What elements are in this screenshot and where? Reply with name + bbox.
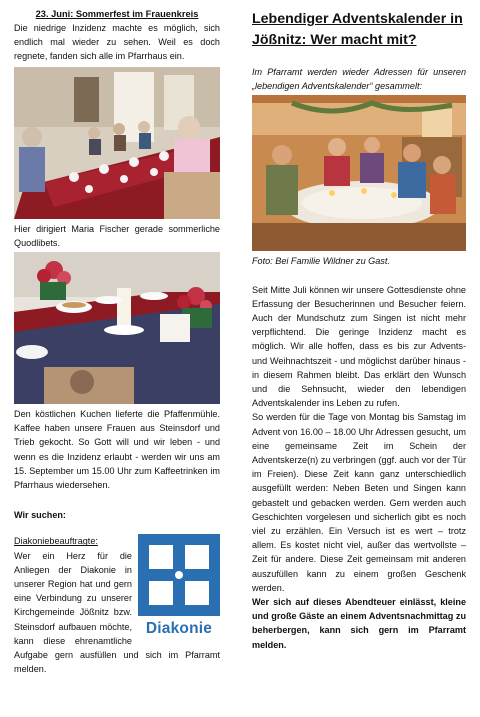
diakonie-logo [138,534,220,640]
diakonie-cross-icon [138,534,220,616]
wanted-text: Wer ein Herz für die Anliegen der Diakonie in unserer Region hat und gern eine Verbindung zu unserer Kirchgemeinde Jößnitz bzw. Steinsdorf aufbauen möchte, kann diese ehrenamtliche Aufgabe gern ausfüllen und sich im Pfarramt melden. [14,550,220,675]
advent-paragraph-1: Seit Mitte Juli können wir unsere Gottesdienste ohne Erfassung der Besucherinnen und Besucher feiern. Auch der Mundschutz zum Singen ist nicht mehr verpflichtend. Die geringe Inzidenz macht es möglich. Wir alle hoffen, dass es bis zur Advents- und Weihnachtszeit - und möglichst darüber hinaus - in diesem Rahmen bleibt. Das erklärt den Wunsch und die Sehnsucht, wieder den lebendigen Adventskalender ins Leben zu rufen. [252,284,466,409]
sommerfest-heading: 23. Juni: Sommerfest im Frauenkreis [35,9,199,19]
right-column [252,8,466,652]
photo-sommerfest-illustration [14,67,220,219]
left-column [14,8,220,676]
diakonie-logo-box [138,534,220,616]
advent-title: Lebendiger Adventskalender in Jößnitz: Wer macht mit? [252,11,463,48]
diakonie-section [14,534,220,676]
photo-kuchen-table [14,252,220,404]
caption-sommerfest: Hier dirigiert Maria Fischer gerade sommerliche Quodlibets. [14,223,220,248]
kuchen-paragraph: Den köstlichen Kuchen lieferte die Pfaffenmühle. Kaffee haben unsere Frauen aus Steinsdorf und Trieb gekocht. So Gott will und wir leben - und wenn es die Inzidenz erlaubt - werden wir uns am 15. September um 15.00 Uhr zum Kaffeetrinken im Pfarrhaus wiedersehen. [14,409,220,491]
photo-caption-wildner: Foto: Bei Familie Wildner zu Gast. [252,256,390,267]
wanted-heading: Wir suchen: [14,510,66,521]
advent-intro: Im Pfarramt werden wieder Adressen für unseren „lebendigen Adventskalender“ gesammelt: [252,67,466,92]
photo-familie-wildner [252,95,466,251]
wanted-subheading: Diakoniebeauftragte: [14,536,98,547]
photo-kuchen-illustration [14,252,220,404]
sommerfest-intro: Die niedrige Inzidenz machte es möglich, sich endlich mal wieder zu sehen. Weil es doch regnete, fanden sich alle im Pfarrhaus ein. [14,23,220,62]
advent-paragraph-2: So werden für die Tage von Montag bis Samstag im Advent von 16.00 – 18.00 Uhr Adressen gesucht, um eine gemeinsame Zeit im Schein der Adventskerze(n) zu verbringen (ggf. auch vor der Tür im Freien). Diese Zeit kann ganz unterschiedlich ausgefüllt werden: Neben Beten und Singen kann gebastelt und gebacken werden. Gern werden auch Geschichten vorgelesen und sicherlich gibt es noch viel zu erzählen. Ein Versuch ist es wert – trotz allem. Es kostet nicht viel, außer das wertvollste – Zeit für andere. Diese Zeit gemeinsam mit anderen auszufüllen kann zu einem großen Geschenk werden. [252,412,466,593]
photo-advent-illustration [252,95,466,251]
photo-sommerfest-table [14,67,220,219]
advent-closing: Wer sich auf dieses Abendteuer einlässt, kleine und große Gäste an einem Adventsnachmittag zu beherbergen, kann sich gern im Pfarramt melden. [252,597,466,650]
diakonie-logo-text: Diakonie [145,620,213,638]
